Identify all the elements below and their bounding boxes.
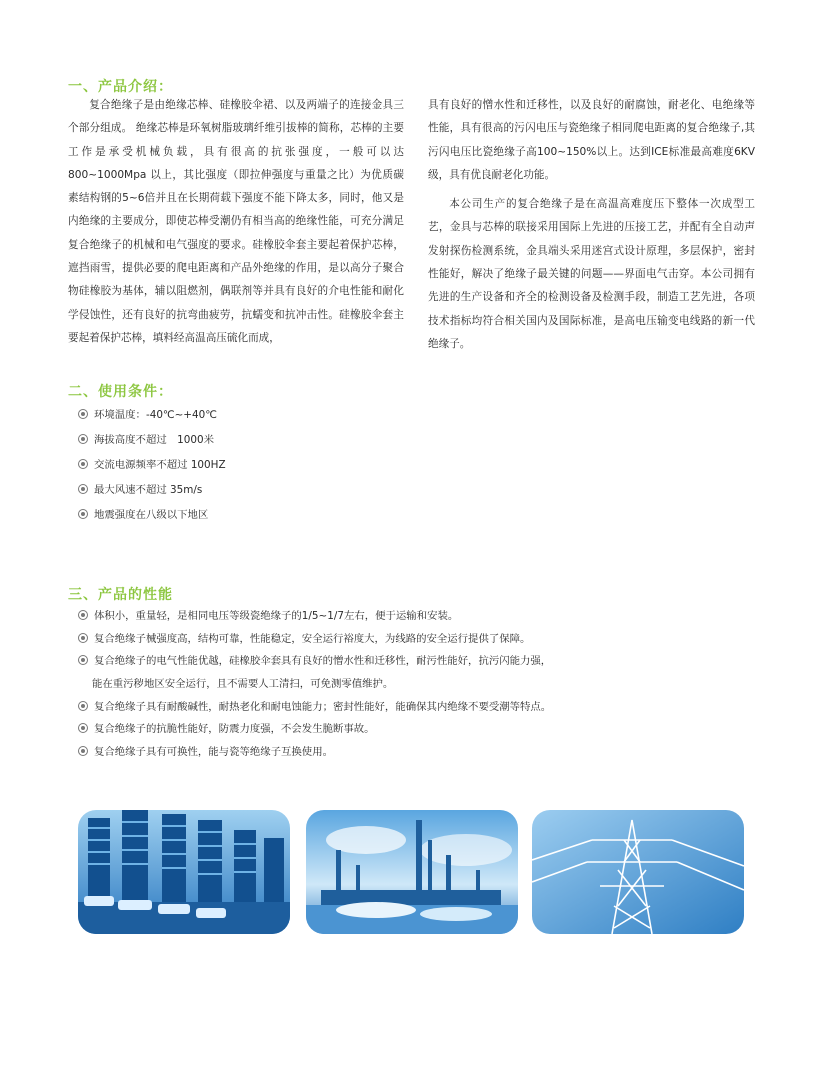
list-item: 复合绝缘子具有可换性，能与瓷等绝缘子互换使用。 xyxy=(78,741,551,764)
bullet-icon xyxy=(78,633,88,643)
list-item: 复合绝缘子的抗脆性能好，防震力度强，不会发生脆断事故。 xyxy=(78,718,551,741)
list-item: 环境温度：-40℃~+40℃ xyxy=(78,403,226,428)
bullet-icon xyxy=(78,509,88,519)
intro-right-column xyxy=(428,94,755,356)
list-item: 复合绝缘子的电气性能优越，硅橡胶伞套具有良好的憎水性和迁移性，耐污性能好，抗污闪能力强， xyxy=(78,650,551,673)
list-item: 海拔高度不超过 1000米 xyxy=(78,428,226,453)
intro-left-column xyxy=(68,94,404,350)
photo-transmission-tower xyxy=(532,810,744,934)
bullet-icon xyxy=(78,610,88,620)
intro-paragraph-2: 具有良好的憎水性和迁移性，以及良好的耐腐蚀，耐老化、电绝缘等性能，具有很高的污闪电压与瓷绝缘子相同爬电距离的复合绝缘子,其污闪电压比瓷绝缘子高100~150%以上。达到ICE标准最高难度6KV级，具有优良耐老化功能。 xyxy=(428,99,755,181)
list-item: 体积小，重量轻，是相同电压等级瓷绝缘子的1/5~1/7左右，便于运输和安装。 xyxy=(78,605,551,628)
list-item-continuation: 能在重污秽地区安全运行，且不需要人工清扫，可免测零值维护。 xyxy=(92,678,394,691)
bullet-icon xyxy=(78,434,88,444)
section-title-intro: 一、产品介绍： xyxy=(68,79,173,95)
list-item: 复合绝缘子械强度高，结构可靠，性能稳定，安全运行裕度大，为线路的安全运行提供了保障。 xyxy=(78,628,551,651)
bullet-icon xyxy=(78,484,88,494)
list-item: 交流电源频率不超过 100HZ xyxy=(78,453,226,478)
photo-refinery xyxy=(306,810,518,934)
bullet-icon xyxy=(78,459,88,469)
performance-list xyxy=(78,605,551,764)
photo-insulators xyxy=(78,810,290,934)
list-item: 地震强度在八级以下地区 xyxy=(78,503,226,528)
section-title-performance: 三、产品的性能 xyxy=(68,587,173,603)
intro-paragraph-3: 本公司生产的复合绝缘子是在高温高难度压下整体一次成型工艺，金具与芯棒的联接采用国际上先进的压接工艺，并配有全自动声发射探伤检测系统，金具端头采用迷宫式设计原理，多层保护，密封性能好，解决了绝缘子最关键的问题——界面电气击穿。本公司拥有先进的生产设备和齐全的检测设备及检测手段，制造工艺先进，各项技术指标均符合相关国内及国际标准，是高电压输变电线路的新一代绝缘子。 xyxy=(428,198,755,350)
list-item: 最大风速不超过 35m/s xyxy=(78,478,226,503)
bullet-icon xyxy=(78,655,88,665)
conditions-list xyxy=(78,403,226,528)
bullet-icon xyxy=(78,723,88,733)
intro-paragraph-1: 复合绝缘子是由绝缘芯棒、硅橡胶伞裙、以及两端子的连接金具三个部分组成。 绝缘芯棒是环氧树脂玻璃纤维引拔棒的简称，芯棒的主要工作是承受机械负载，具有很高的抗张强度，一般可以达800~1000Mpa 以上，其比强度（即拉伸强度与重量之比）为优质碳素结构钢的5~6倍并且在长期荷载下强度不能下降太多，同时，他又是内绝缘的主要成分，即使芯棒受潮仍有相当高的绝缘性能，可充分满足复合绝缘子的机械和电气强度的要求。硅橡胶伞套主要起着保护芯棒，遮挡雨雪，提供必要的爬电距离和产品外绝缘的作用，是以高分子聚合物硅橡胶为基体，辅以阻燃剂，偶联剂等并具有良好的介电性能和耐化学侵蚀性，还有良好的抗弯曲疲劳，抗蠕变和抗冲击性。硅橡胶伞套主要起着保护芯棒，填料经高温高压硫化而成， xyxy=(68,99,404,344)
bullet-icon xyxy=(78,701,88,711)
bullet-icon xyxy=(78,746,88,756)
bullet-icon xyxy=(78,409,88,419)
section-title-conditions: 二、使用条件： xyxy=(68,384,173,400)
list-item: 复合绝缘子具有耐酸碱性，耐热老化和耐电蚀能力；密封性能好，能确保其内绝缘不要受潮等特点。 xyxy=(78,696,551,719)
